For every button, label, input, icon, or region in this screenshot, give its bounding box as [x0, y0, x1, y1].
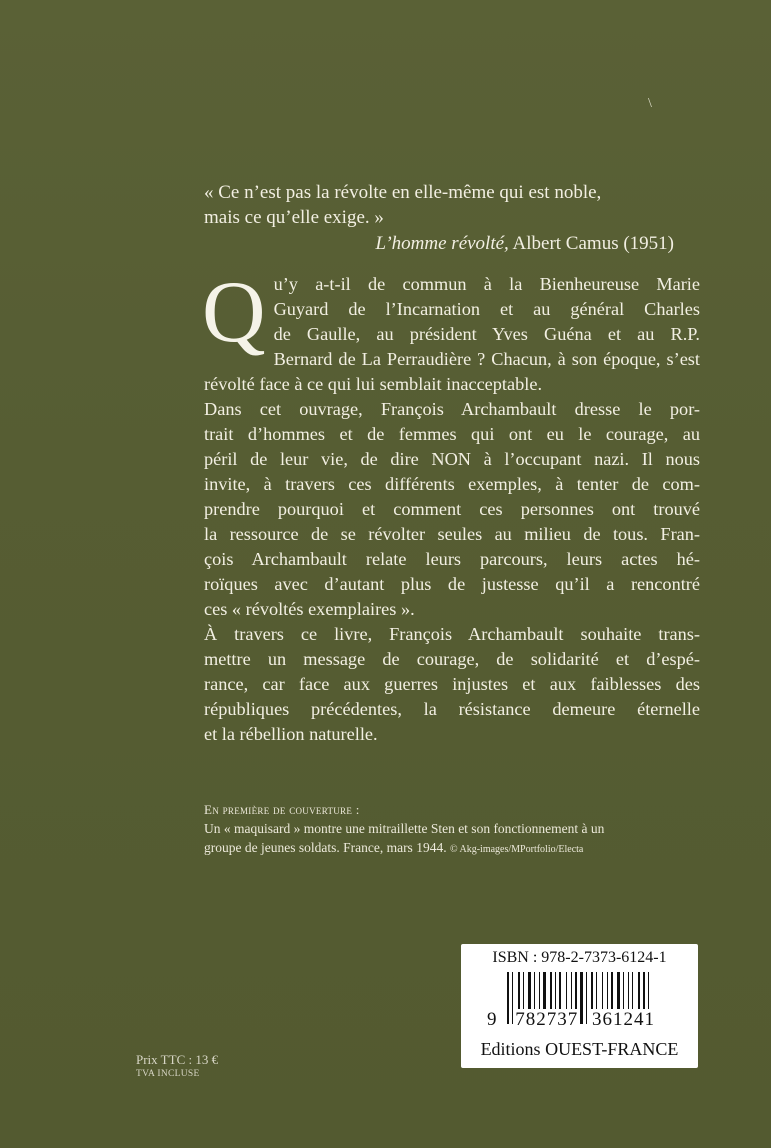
blurb-paragraph-2	[204, 397, 700, 622]
blurb-line: À travers ce livre, François Archambault souhaite trans-	[204, 624, 700, 644]
price-block	[136, 1052, 218, 1082]
price-label: Prix TTC : 13 €	[136, 1052, 219, 1067]
photo-credit: © Akg-images/MPortfolio/Electa	[449, 844, 584, 855]
blurb-line: et la rébellion naturelle.	[204, 724, 378, 744]
blurb-line: républiques précédentes, la résistance demeure éternelle	[204, 699, 700, 719]
blurb-line: invite, à travers ces différents exemples, à tenter de com-	[204, 474, 700, 494]
blurb-line: mettre un message de courage, de solidarité et d’espé-	[204, 649, 700, 669]
cover-caption	[204, 800, 694, 859]
epigraph-author: Albert Camus (1951)	[512, 233, 674, 254]
blurb-line: rance, car face aux guerres injustes et aux faiblesses des	[204, 674, 700, 694]
barcode-panel	[461, 944, 698, 1068]
scan-mark: \	[648, 96, 652, 111]
blurb-line: çois Archambault relate leurs parcours, leurs actes hé-	[204, 549, 700, 569]
epigraph-line-2: mais ce qu’elle exige. »	[204, 207, 384, 228]
blurb-line: u’y a-t-il de commun à la Bienheureuse Marie	[273, 274, 700, 294]
drop-cap: Q	[202, 264, 266, 361]
blurb-line: révolté face à ce qui lui semblait inacceptable.	[204, 374, 543, 394]
epigraph	[204, 180, 674, 256]
blurb-paragraph-1	[202, 264, 700, 397]
caption-heading: En première de couverture :	[204, 802, 360, 817]
blurb-line: Guyard de l’Incarnation et au général Charles	[273, 299, 700, 319]
blurb-paragraph-3	[204, 622, 700, 747]
caption-line-2-text: groupe de jeunes soldats. France, mars 1944.	[204, 840, 447, 855]
blurb-line: la ressource de se révolter seules au milieu de tous. Fran-	[204, 524, 700, 544]
blurb-line: ces « révoltés exemplaires ».	[204, 599, 415, 619]
barcode-digit-first: 9	[487, 1009, 498, 1030]
barcode-digits-right: 361241	[592, 1009, 655, 1030]
caption-line-1: Un « maquisard » montre une mitraillette Sten et son fonctionnement à un	[204, 821, 605, 836]
caption-line-2	[204, 838, 694, 859]
isbn-label: ISBN : 978-2-7373-6124-1	[492, 949, 667, 966]
barcode-digits-left: 782737	[515, 1009, 579, 1030]
epigraph-attribution	[204, 231, 674, 256]
blurb-line: prendre pourquoi et comment ces personnes ont trouvé	[204, 499, 700, 519]
blurb-line: de Gaulle, au président Yves Guéna et au R.P.	[273, 324, 700, 344]
blurb-line: Dans cet ouvrage, François Archambault dresse le por-	[204, 399, 700, 419]
blurb	[202, 264, 700, 747]
blurb-line: péril de leur vie, de dire NON à l’occupant nazi. Il nous	[204, 449, 700, 469]
publisher-name: Editions OUEST-FRANCE	[480, 1039, 679, 1059]
blurb-line: roïques avec d’autant plus de justesse qu’il a rencontré	[204, 574, 700, 594]
barcode-digits	[486, 1009, 686, 1031]
blurb-line: trait d’hommes et de femmes qui ont eu le courage, au	[204, 424, 700, 444]
epigraph-line-1: « Ce n’est pas la révolte en elle-même qui est noble,	[204, 182, 602, 203]
blurb-line: Bernard de La Perraudière ? Chacun, à son époque, s’est	[273, 349, 700, 369]
epigraph-work: L’homme révolté,	[375, 233, 509, 254]
vat-label: TVA INCLUSE	[136, 1069, 200, 1079]
